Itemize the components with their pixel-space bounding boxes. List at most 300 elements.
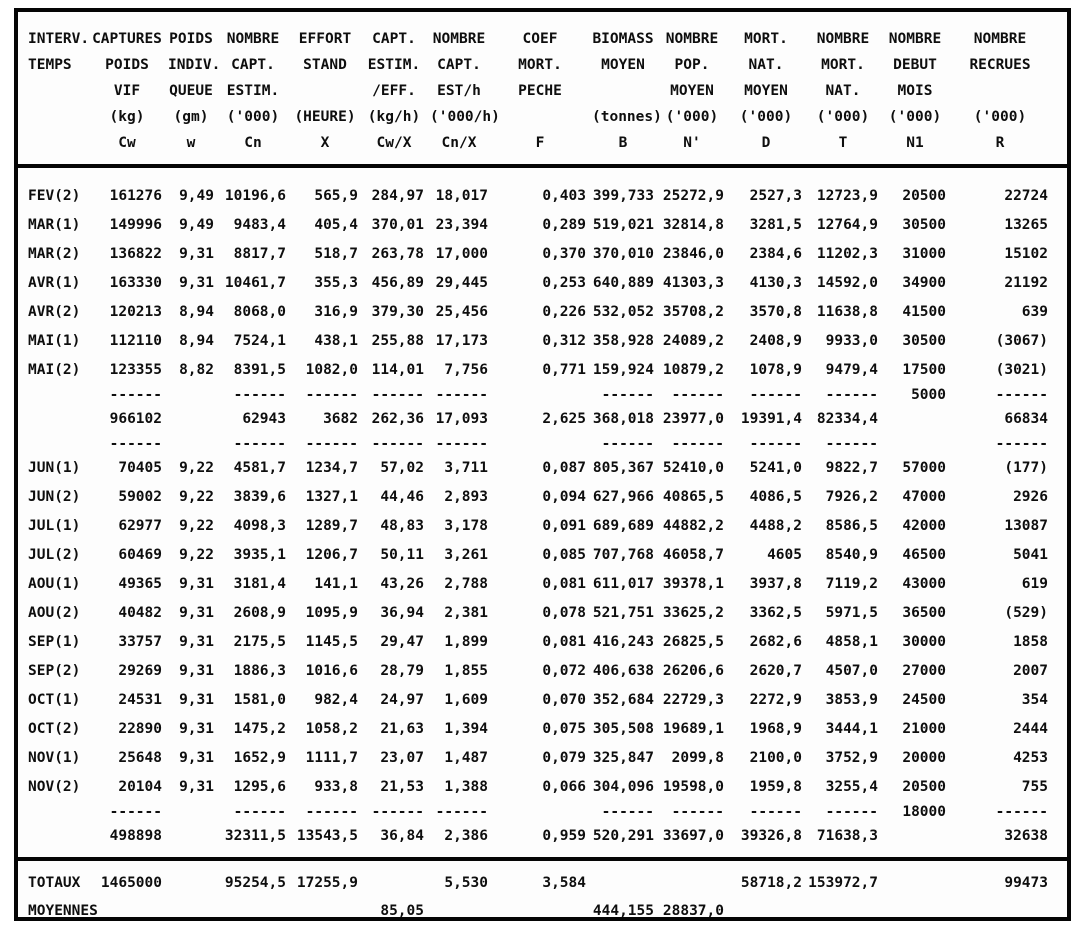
header-line: ESTIM.: [226, 83, 280, 99]
scanned-table-sheet: [14, 8, 1071, 921]
table-row-fev-2: [28, 182, 1057, 211]
cell-cw-x: 21,63: [380, 721, 424, 737]
header-line: Cn/X: [441, 135, 477, 151]
cell-w: 9,31: [179, 634, 214, 650]
header-col-d: [730, 26, 802, 156]
header-line: POIDS: [169, 31, 213, 47]
cell-t: 3255,4: [825, 779, 878, 795]
cell-cn: 7524,1: [233, 333, 286, 349]
cell-cn: 1886,3: [233, 663, 286, 679]
cell-x: 1145,5: [305, 634, 358, 650]
cell-cw: 24531: [118, 692, 162, 708]
cell-x: 438,1: [314, 333, 358, 349]
header-line: ('000/h): [430, 109, 500, 125]
cell-w: [168, 385, 214, 405]
cell-x: 3682: [323, 411, 358, 427]
cell-cw-x: 370,01: [371, 217, 424, 233]
cell-f: [494, 385, 586, 405]
header-line: (gm): [173, 109, 209, 125]
cell-n-prime: ------: [671, 436, 724, 452]
cell-r: 2444: [1013, 721, 1048, 737]
header-line: NOMBRE: [432, 31, 486, 47]
cell-n1: 41500: [902, 304, 946, 320]
table-row-mai-2: [28, 356, 1057, 385]
cell-b: 416,243: [592, 634, 654, 650]
cell-f: 0,226: [542, 304, 586, 320]
header-line: CAPT.: [437, 57, 481, 73]
header-line: [592, 78, 654, 104]
cell-cw-x: 43,26: [380, 576, 424, 592]
cell-cw-x: 262,36: [371, 411, 424, 427]
table-header-row: [18, 12, 1067, 168]
cell-w: 9,31: [179, 576, 214, 592]
table-row-aou-2: [28, 599, 1057, 628]
cell-cn: 9483,4: [233, 217, 286, 233]
header-line: [28, 78, 86, 104]
cell-n1: 5000: [911, 387, 946, 403]
cell-n1: 36500: [902, 605, 946, 621]
cell-n-prime: 39378,1: [662, 576, 724, 592]
table-row-subtotal: [28, 405, 1057, 434]
header-line: EFFORT: [298, 31, 352, 47]
cell-w: [168, 869, 214, 897]
cell-w: 9,22: [179, 460, 214, 476]
cell-r: 755: [1021, 779, 1048, 795]
cell-cn-x: [430, 897, 488, 925]
cell-cn: 3181,4: [233, 576, 286, 592]
cell-n1: 43000: [902, 576, 946, 592]
cell-d: 19391,4: [740, 411, 802, 427]
cell-n1: 27000: [902, 663, 946, 679]
cell-cw: 1465000: [100, 875, 162, 891]
cell-d: 39326,8: [740, 828, 802, 844]
cell-f: 0,253: [542, 275, 586, 291]
cell-d: 3937,8: [749, 576, 802, 592]
cell-d: 2408,9: [749, 333, 802, 349]
cell-b: 640,889: [592, 275, 654, 291]
table-row-totaux: [28, 869, 1057, 897]
cell-n-prime: 25272,9: [662, 188, 724, 204]
header-line: N1: [906, 135, 924, 151]
cell-n-prime: [660, 869, 724, 897]
cell-n-prime: ------: [671, 387, 724, 403]
cell-n-prime: 23977,0: [662, 411, 724, 427]
cell-d: [730, 897, 802, 925]
cell-cw: 20104: [118, 779, 162, 795]
cell-cn: 2175,5: [233, 634, 286, 650]
cell-n1: 21000: [902, 721, 946, 737]
row-label: MAR(1): [28, 217, 81, 233]
cell-d: 1959,8: [749, 779, 802, 795]
cell-w: 9,49: [179, 217, 214, 233]
row-label: FEV(2): [28, 188, 81, 204]
header-line: R: [995, 135, 1005, 151]
header-line: CAPT.: [372, 31, 416, 47]
cell-cw: 33757: [118, 634, 162, 650]
table-row-mar-1: [28, 211, 1057, 240]
cell-f: 0,079: [542, 750, 586, 766]
cell-x: 405,4: [314, 217, 358, 233]
cell-cw: 49365: [118, 576, 162, 592]
cell-w: 9,22: [179, 547, 214, 563]
cell-b: 520,291: [592, 828, 654, 844]
cell-cn-x: 3,711: [444, 460, 488, 476]
cell-cn-x: 23,394: [435, 217, 488, 233]
cell-f: 0,072: [542, 663, 586, 679]
header-line: CAPTURES: [92, 31, 162, 47]
row-label: AOU(2): [28, 605, 81, 621]
row-label: AVR(2): [28, 304, 81, 320]
cell-w: 9,49: [179, 188, 214, 204]
header-col-r: [952, 26, 1048, 156]
cell-f: 0,066: [542, 779, 586, 795]
cell-w: [168, 405, 214, 434]
row-label: OCT(2): [28, 721, 81, 737]
cell-t: 82334,4: [816, 411, 878, 427]
cell-d: 5241,0: [749, 460, 802, 476]
cell-cn-x: 29,445: [435, 275, 488, 291]
cell-b: 159,924: [592, 362, 654, 378]
cell-b: 519,021: [592, 217, 654, 233]
header-line: PECHE: [518, 83, 562, 99]
header-line: /EFF.: [372, 83, 416, 99]
cell-t: 12723,9: [816, 188, 878, 204]
cell-n-prime: 46058,7: [662, 547, 724, 563]
cell-d: 4488,2: [749, 518, 802, 534]
header-line: [494, 104, 586, 130]
cell-r: 4253: [1013, 750, 1048, 766]
cell-cw-x: 29,47: [380, 634, 424, 650]
cell-cn: 10461,7: [224, 275, 286, 291]
header-line: STAND: [303, 57, 347, 73]
cell-cn-x: 7,756: [444, 362, 488, 378]
cell-r: 639: [1021, 304, 1048, 320]
cell-x: 13543,5: [296, 828, 358, 844]
cell-n1: [884, 869, 946, 897]
cell-cw: 40482: [118, 605, 162, 621]
row-label: MAI(1): [28, 333, 81, 349]
cell-cn: 3839,6: [233, 489, 286, 505]
cell-f: 0,070: [542, 692, 586, 708]
cell-b: 358,928: [592, 333, 654, 349]
table-row-jul-1: [28, 512, 1057, 541]
cell-cn-x: 3,261: [444, 547, 488, 563]
cell-d: 3362,5: [749, 605, 802, 621]
cell-cn: 95254,5: [224, 875, 286, 891]
cell-d: 2272,9: [749, 692, 802, 708]
header-line: (tonnes): [592, 109, 662, 125]
cell-d: 4130,3: [749, 275, 802, 291]
cell-d: 2384,6: [749, 246, 802, 262]
cell-r: (177): [1004, 460, 1048, 476]
cell-cw: ------: [109, 387, 162, 403]
cell-cw: 59002: [118, 489, 162, 505]
header-line: MORT.: [744, 31, 788, 47]
row-label: OCT(1): [28, 692, 81, 708]
cell-x: 1206,7: [305, 547, 358, 563]
cell-w: 9,31: [179, 275, 214, 291]
cell-b: 611,017: [592, 576, 654, 592]
row-label: NOV(2): [28, 779, 81, 795]
cell-n-prime: 24089,2: [662, 333, 724, 349]
cell-f: 0,959: [542, 828, 586, 844]
table-row-mai-1: [28, 327, 1057, 356]
cell-x: 1289,7: [305, 518, 358, 534]
cell-cn: 8068,0: [233, 304, 286, 320]
header-line: [292, 78, 358, 104]
cell-n1: 24500: [902, 692, 946, 708]
cell-x: 518,7: [314, 246, 358, 262]
header-line: Cw: [118, 135, 136, 151]
cell-b: 521,751: [592, 605, 654, 621]
cell-w: 9,31: [179, 246, 214, 262]
cell-cn: ------: [233, 804, 286, 820]
cell-n-prime: 41303,3: [662, 275, 724, 291]
cell-cn-x: 2,386: [444, 828, 488, 844]
cell-f: 0,312: [542, 333, 586, 349]
header-line: MOYEN: [670, 83, 714, 99]
cell-cn: 1475,2: [233, 721, 286, 737]
table-row-sep-2: [28, 657, 1057, 686]
cell-cw: 498898: [109, 828, 162, 844]
cell-b: ------: [601, 387, 654, 403]
cell-x: 565,9: [314, 188, 358, 204]
cell-cn-x: 1,855: [444, 663, 488, 679]
header-line: [952, 78, 1048, 104]
cell-cw-x: 379,30: [371, 304, 424, 320]
cell-cw-x: ------: [371, 804, 424, 820]
cell-r: ------: [995, 436, 1048, 452]
header-line: INTERV.: [28, 31, 90, 47]
header-line: [28, 130, 86, 156]
cell-w: 9,31: [179, 605, 214, 621]
cell-b: 532,052: [592, 304, 654, 320]
cell-x: 1111,7: [305, 750, 358, 766]
cell-cw: [92, 897, 162, 925]
cell-n1: 20000: [902, 750, 946, 766]
header-line: NOMBRE: [888, 31, 942, 47]
cell-n1: 47000: [902, 489, 946, 505]
header-line: NOMBRE: [226, 31, 280, 47]
cell-n1: 30000: [902, 634, 946, 650]
cell-cn: 8817,7: [233, 246, 286, 262]
cell-d: 2682,6: [749, 634, 802, 650]
header-line: MOIS: [897, 83, 933, 99]
table-row-oct-2: [28, 715, 1057, 744]
cell-x: 17255,9: [296, 875, 358, 891]
cell-n-prime: 2099,8: [671, 750, 724, 766]
header-line: ('000): [226, 109, 280, 125]
cell-t: 5971,5: [825, 605, 878, 621]
cell-w: [168, 434, 214, 454]
cell-cn-x: 1,899: [444, 634, 488, 650]
cell-t: 12764,9: [816, 217, 878, 233]
header-line: MORT.: [821, 57, 865, 73]
cell-cn: 4581,7: [233, 460, 286, 476]
cell-r: ------: [995, 804, 1048, 820]
cell-x: 355,3: [314, 275, 358, 291]
cell-cw-x: 23,07: [380, 750, 424, 766]
cell-n1: [884, 405, 946, 434]
cell-r: 5041: [1013, 547, 1048, 563]
header-line: Cn: [244, 135, 262, 151]
cell-f: 0,075: [542, 721, 586, 737]
cell-t: 7119,2: [825, 576, 878, 592]
cell-w: 8,94: [179, 333, 214, 349]
row-label: [28, 802, 86, 822]
header-line: CAPT.: [231, 57, 275, 73]
cell-n-prime: 26825,5: [662, 634, 724, 650]
cell-cn: 1652,9: [233, 750, 286, 766]
cell-r: 2007: [1013, 663, 1048, 679]
cell-f: 3,584: [542, 875, 586, 891]
cell-d: ------: [749, 804, 802, 820]
cell-cw-x: 44,46: [380, 489, 424, 505]
header-line: (HEURE): [294, 109, 356, 125]
cell-x: [292, 897, 358, 925]
table-row-nov-1: [28, 744, 1057, 773]
header-line: [28, 104, 86, 130]
cell-cn-x: 17,093: [435, 411, 488, 427]
cell-n1: 46500: [902, 547, 946, 563]
cell-t: 3752,9: [825, 750, 878, 766]
cell-f: [494, 434, 586, 454]
header-col-n-prime: [660, 26, 724, 156]
table-body: [18, 168, 1067, 857]
cell-d: ------: [749, 387, 802, 403]
cell-n1: [884, 897, 946, 925]
cell-d: 2527,3: [749, 188, 802, 204]
table-row-subtotal: [28, 822, 1057, 851]
header-line: INDIV.: [168, 57, 221, 73]
header-line: X: [320, 135, 330, 151]
cell-n1: 57000: [902, 460, 946, 476]
cell-n1: 42000: [902, 518, 946, 534]
cell-t: 9479,4: [825, 362, 878, 378]
cell-f: [494, 897, 586, 925]
cell-r: 99473: [1004, 875, 1048, 891]
cell-cw-x: ------: [371, 387, 424, 403]
row-label: MAI(2): [28, 362, 81, 378]
cell-cn: 1581,0: [233, 692, 286, 708]
cell-cw-x: 24,97: [380, 692, 424, 708]
cell-cw: 25648: [118, 750, 162, 766]
header-line: T: [838, 135, 848, 151]
table-row-dash: [28, 434, 1057, 454]
cell-b: 406,638: [592, 663, 654, 679]
cell-b: 352,684: [592, 692, 654, 708]
cell-x: 1234,7: [305, 460, 358, 476]
cell-cw: 966102: [109, 411, 162, 427]
cell-cw: 70405: [118, 460, 162, 476]
cell-r: 22724: [1004, 188, 1048, 204]
cell-cw: 161276: [109, 188, 162, 204]
cell-t: 71638,3: [816, 828, 878, 844]
cell-n1: 30500: [902, 217, 946, 233]
table-row-avr-1: [28, 269, 1057, 298]
cell-cw: 29269: [118, 663, 162, 679]
cell-f: 0,078: [542, 605, 586, 621]
cell-n1: [884, 434, 946, 454]
header-line: D: [761, 135, 771, 151]
cell-d: ------: [749, 436, 802, 452]
cell-d: 1968,9: [749, 721, 802, 737]
header-line: (kg/h): [367, 109, 421, 125]
header-line: BIOMASS: [592, 31, 654, 47]
cell-t: 3444,1: [825, 721, 878, 737]
cell-x: ------: [305, 804, 358, 820]
cell-cw: 112110: [109, 333, 162, 349]
cell-cn-x: 17,173: [435, 333, 488, 349]
cell-b: 805,367: [592, 460, 654, 476]
cell-r: 15102: [1004, 246, 1048, 262]
cell-n-prime: 35708,2: [662, 304, 724, 320]
cell-d: 3281,5: [749, 217, 802, 233]
cell-t: 4507,0: [825, 663, 878, 679]
cell-n-prime: 32814,8: [662, 217, 724, 233]
header-line: ('000): [816, 109, 870, 125]
cell-cw: ------: [109, 436, 162, 452]
cell-n-prime: 44882,2: [662, 518, 724, 534]
cell-t: 14592,0: [816, 275, 878, 291]
cell-r: 2926: [1013, 489, 1048, 505]
table-row-mar-2: [28, 240, 1057, 269]
cell-t: 11202,3: [816, 246, 878, 262]
cell-cw-x: 85,05: [380, 903, 424, 919]
header-line: ('000): [739, 109, 793, 125]
cell-d: 3570,8: [749, 304, 802, 320]
header-line: NOMBRE: [816, 31, 870, 47]
cell-r: 21192: [1004, 275, 1048, 291]
cell-cw-x: 36,84: [380, 828, 424, 844]
cell-f: 0,094: [542, 489, 586, 505]
cell-cn: 4098,3: [233, 518, 286, 534]
row-label: MAR(2): [28, 246, 81, 262]
cell-n1: 30500: [902, 333, 946, 349]
cell-x: ------: [305, 387, 358, 403]
cell-cw-x: 114,01: [371, 362, 424, 378]
cell-n1: 17500: [902, 362, 946, 378]
cell-n-prime: 19689,1: [662, 721, 724, 737]
header-line: ('000): [973, 109, 1027, 125]
cell-cw: 62977: [118, 518, 162, 534]
table-row-sep-1: [28, 628, 1057, 657]
cell-f: 0,403: [542, 188, 586, 204]
header-col-b: [592, 26, 662, 156]
cell-cn-x: 5,530: [444, 875, 488, 891]
cell-r: ------: [995, 387, 1048, 403]
cell-cw: ------: [109, 804, 162, 820]
cell-cn: 10196,6: [224, 188, 286, 204]
cell-t: ------: [825, 387, 878, 403]
cell-d: 1078,9: [749, 362, 802, 378]
cell-n-prime: 33697,0: [662, 828, 724, 844]
cell-cw-x: 284,97: [371, 188, 424, 204]
cell-r: 66834: [1004, 411, 1048, 427]
row-label: JUL(2): [28, 547, 81, 563]
cell-r: 619: [1021, 576, 1048, 592]
cell-t: 8540,9: [825, 547, 878, 563]
cell-n-prime: 19598,0: [662, 779, 724, 795]
cell-b: 444,155: [592, 903, 654, 919]
cell-cn-x: 1,487: [444, 750, 488, 766]
cell-x: 982,4: [314, 692, 358, 708]
row-label: TOTAUX: [28, 875, 81, 891]
cell-w: [168, 822, 214, 851]
table-row-oct-1: [28, 686, 1057, 715]
header-col-x: [292, 26, 358, 156]
cell-d: 2620,7: [749, 663, 802, 679]
